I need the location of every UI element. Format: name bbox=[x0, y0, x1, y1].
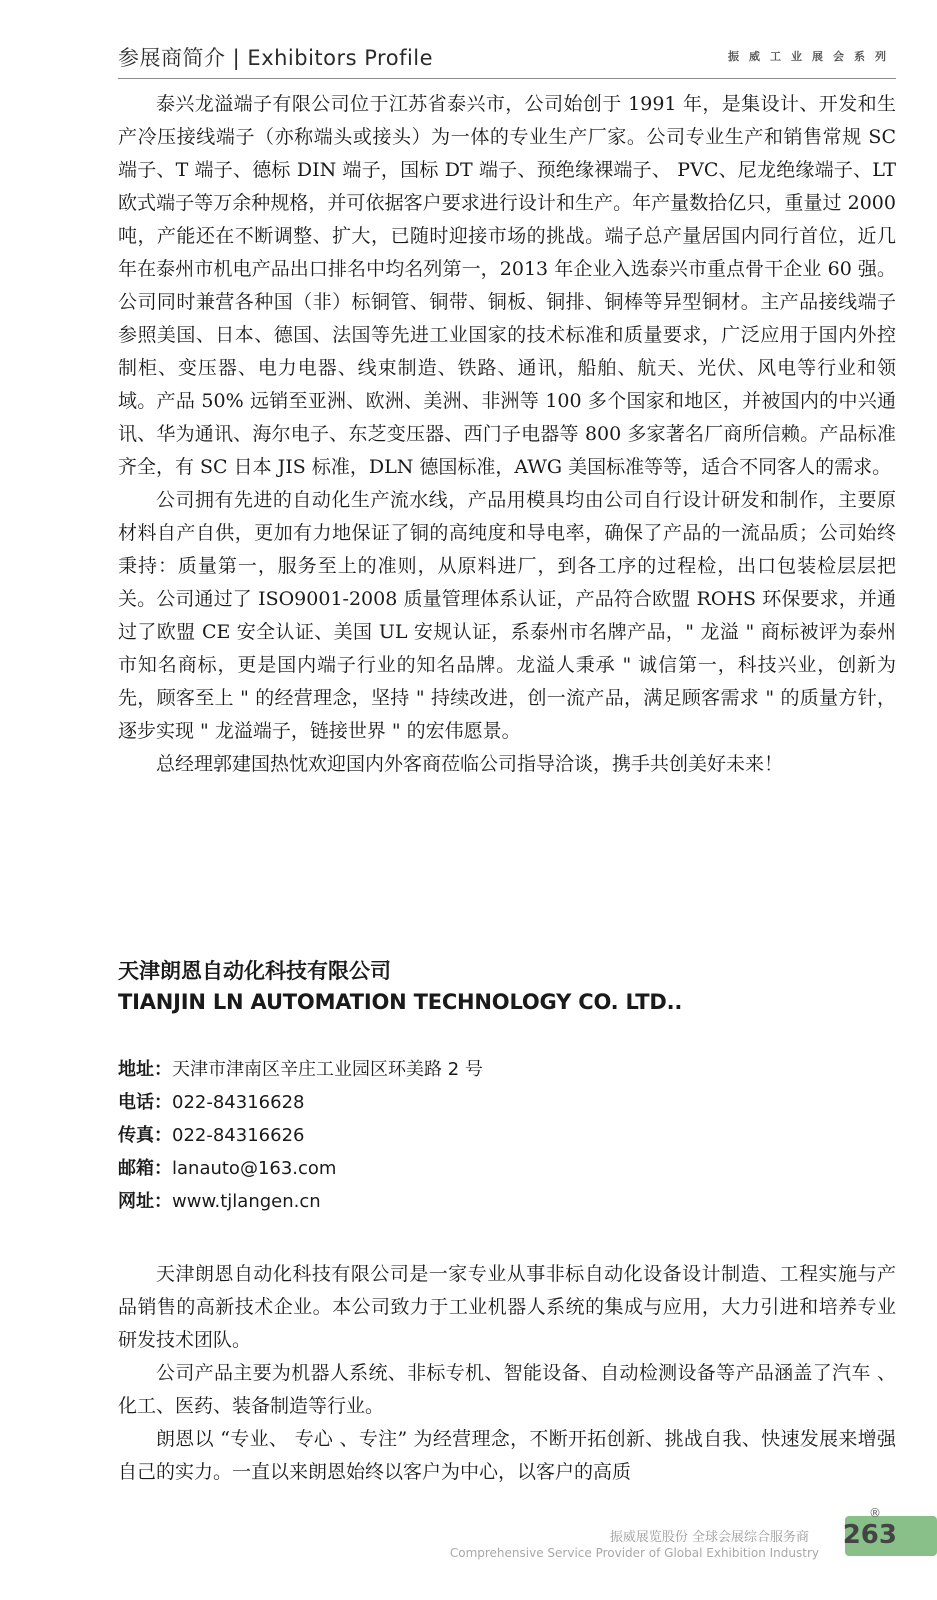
address-label: 地址： bbox=[118, 1059, 172, 1080]
fax-value: 022-84316626 bbox=[172, 1125, 305, 1146]
header-series: 振威工业展会系列 bbox=[728, 50, 896, 63]
fax-label: 传真： bbox=[118, 1125, 172, 1146]
footer-tagline-en: Comprehensive Service Provider of Global Exhibition Industry bbox=[449, 1546, 819, 1560]
fax-row bbox=[118, 1119, 896, 1152]
email-value: lanauto@163.com bbox=[172, 1158, 337, 1179]
page-footer bbox=[400, 1506, 937, 1600]
company2-name-cn: 天津朗恩自动化科技有限公司 bbox=[118, 959, 391, 983]
page-header bbox=[118, 38, 896, 79]
phone-label: 电话： bbox=[118, 1092, 172, 1113]
company2-heading bbox=[118, 956, 896, 1018]
company1-paragraph: 泰兴龙溢端子有限公司位于江苏省泰兴市，公司始创于 1991 年，是集设计、开发和生产冷压接线端子（亦称端头或接头）为一体的专业生产厂家。公司专业生产和销售常规 SC 端子、T 端子、德标 DIN 端子，国标 DT 端子、预绝缘裸端子、 PVC、尼龙绝缘端子、LT 欧式端子等万余种规格，并可依据客户要求进行设计和生产。年产量数拾亿只，重量过 2000 吨，产能还在不断调整、扩大，已随时迎接市场的挑战。端子总产量居国内同行首位，近几年在泰州市机电产品出口排名中均名列第一，2013 年企业入选泰兴市重点骨干企业 60 强。公司同时兼营各种国（非）标铜管、铜带、铜板、铜排、铜棒等异型铜材。主产品接线端子参照美国、日本、德国、法国等先进工业国家的技术标准和质量要求，广泛应用于国内外控制柜、变压器、电力电器、线束制造、铁路、通讯，船舶、航天、光伏、风电等行业和领域。产品 50% 远销至亚洲、欧洲、美洲、非洲等 100 多个国家和地区，并被国内的中兴通讯、华为通讯、海尔电子、东芝变压器、西门子电器等 800 多家著名厂商所信赖。产品标准齐全，有 SC 日本 JIS 标准，DLN 德国标准，AWG 美国标准等等，适合不同客人的需求。 bbox=[118, 93, 896, 478]
company2-name-en: TIANJIN LN AUTOMATION TECHNOLOGY CO. LTD.. bbox=[118, 990, 683, 1014]
email-label: 邮箱： bbox=[118, 1158, 172, 1179]
company1-paragraph: 公司拥有先进的自动化生产流水线，产品用模具均由公司自行设计研发和制作，主要原材料自产自供，更加有力地保证了铜的高纯度和导电率，确保了产品的一流品质；公司始终秉持：质量第一，服务至上的准则，从原料进厂，到各工序的过程检，出口包装检层层把关。公司通过了 ISO9001-2008 质量管理体系认证，产品符合欧盟 ROHS 环保要求，并通过了欧盟 CE 安全认证、美国 UL 安规认证，系泰州市名牌产品，" 龙溢 " 商标被评为泰州市知名商标，更是国内端子行业的知名品牌。龙溢人秉承 " 诚信第一，科技兴业，创新为先，顾客至上 " 的经营理念，坚持 " 持续改进，创一流产品，满足顾客需求 " 的质量方针，逐步实现 " 龙溢端子，链接世界 " 的宏伟愿景。 bbox=[118, 489, 896, 742]
phone-row bbox=[118, 1086, 896, 1119]
website-value: www.tjlangen.cn bbox=[172, 1191, 321, 1212]
company2-paragraph: 朗恩以 “专业、 专心 、专注” 为经营理念，不断开拓创新、挑战自我、快速发展来增强自己的实力。一直以来朗恩始终以客户为中心，以客户的高质 bbox=[118, 1428, 896, 1483]
company2-contacts bbox=[118, 1053, 896, 1218]
registered-mark: ® bbox=[869, 1506, 881, 1520]
website-label: 网址： bbox=[118, 1191, 172, 1212]
footer-tagline-cn: 振威展览股份 全球会展综合服务商 bbox=[609, 1530, 809, 1545]
website-row bbox=[118, 1185, 896, 1218]
company2-paragraph: 公司产品主要为机器人系统、非标专机、智能设备、自动检测设备等产品涵盖了汽车 、化工、医药、装备制造等行业。 bbox=[118, 1362, 896, 1417]
header-title: 参展商简介 | Exhibitors Profile bbox=[118, 46, 434, 70]
address-row bbox=[118, 1053, 896, 1086]
phone-value: 022-84316628 bbox=[172, 1092, 305, 1113]
page-number: 263 bbox=[842, 1520, 897, 1550]
company2-paragraph: 天津朗恩自动化科技有限公司是一家专业从事非标自动化设备设计制造、工程实施与产品销售的高新技术企业。本公司致力于工业机器人系统的集成与应用，大力引进和培养专业研发技术团队。 bbox=[118, 1263, 896, 1351]
address-value: 天津市津南区辛庄工业园区环美路 2 号 bbox=[172, 1059, 483, 1080]
company1-description bbox=[118, 88, 896, 781]
email-row bbox=[118, 1152, 896, 1185]
company1-paragraph: 总经理郭建国热忱欢迎国内外客商莅临公司指导洽谈，携手共创美好未来！ bbox=[156, 753, 784, 775]
company2-description bbox=[118, 1258, 896, 1489]
